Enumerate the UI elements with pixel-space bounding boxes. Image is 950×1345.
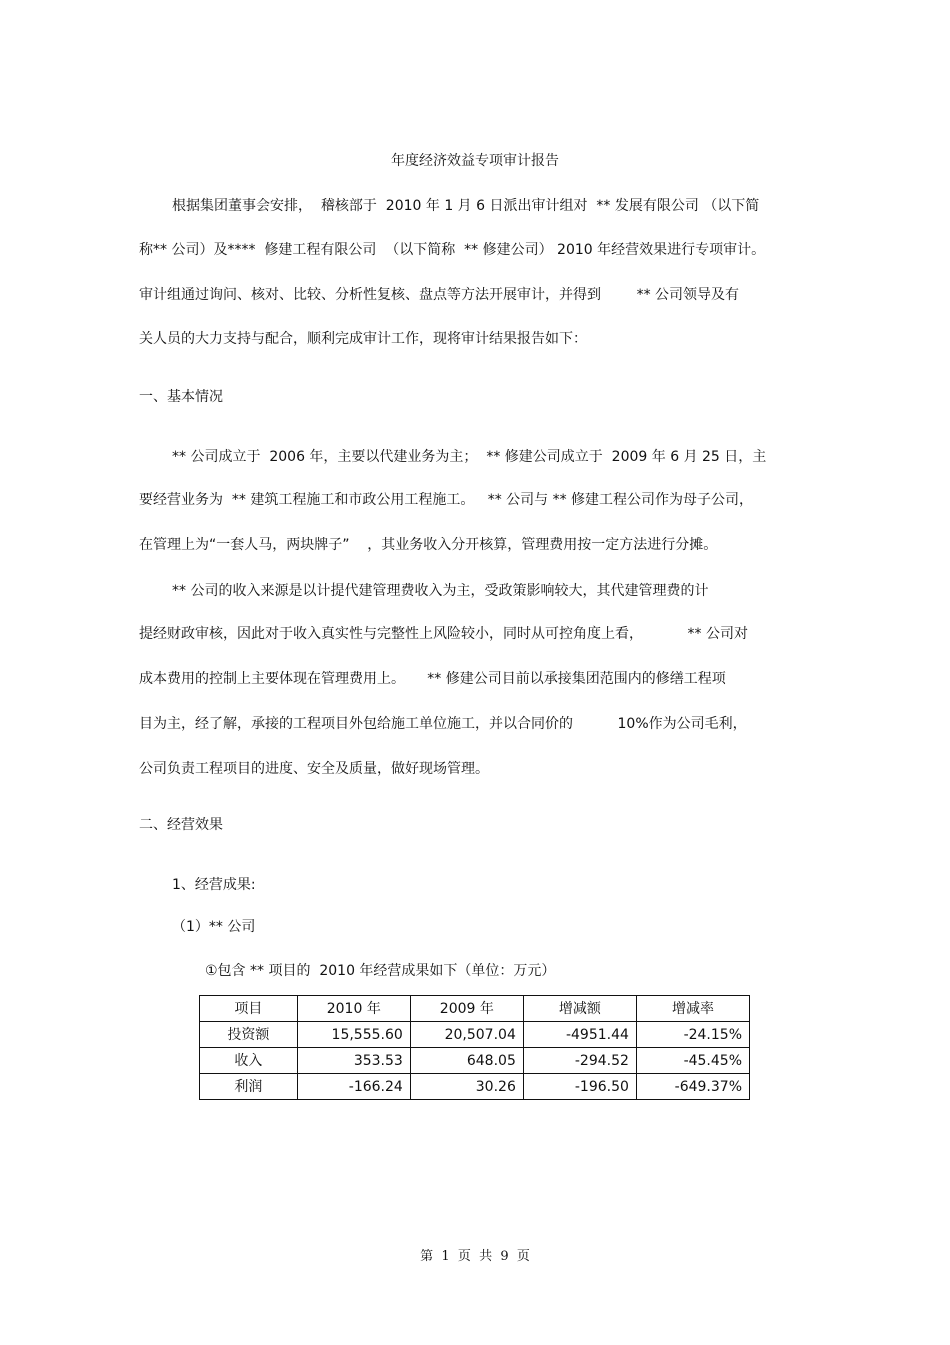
section-heading-basic: 一、基本情况	[139, 389, 223, 405]
table-cell: 353.53	[297, 1048, 410, 1074]
intro-line-1: 根据集团董事会安排， 稽核部于 2010 年 1 月 6 日派出审计组对 ** 发展有限公司 （以下简	[172, 198, 760, 214]
table-cell: -4951.44	[523, 1022, 636, 1048]
basic-para2-line-2: 提经财政审核，因此对于收入真实性与完整性上风险较小，同时从可控角度上看， ** 公司对	[139, 626, 748, 642]
table-cell: -166.24	[297, 1074, 410, 1100]
table-header-cell: 2009 年	[410, 996, 523, 1022]
report-title: 年度经济效益专项审计报告	[391, 153, 559, 169]
table-cell: 648.05	[410, 1048, 523, 1074]
table-header-cell: 2010 年	[297, 996, 410, 1022]
basic-para2-line-3: 成本费用的控制上主要体现在管理费用上。 ** 修建公司目前以承接集团范围内的修缮工程项	[139, 671, 726, 687]
subheading-operating-results: 1、经营成果:	[172, 877, 256, 893]
basic-para2-line-5: 公司负责工程项目的进度、安全及质量，做好现场管理。	[139, 761, 489, 777]
table-cell: 20,507.04	[410, 1022, 523, 1048]
subheading-company: （1）** 公司	[172, 919, 256, 935]
table-cell: 收入	[200, 1048, 298, 1074]
table-cell: -196.50	[523, 1074, 636, 1100]
page-footer: 第 1 页 共 9 页	[420, 1249, 530, 1264]
table-cell: 15,555.60	[297, 1022, 410, 1048]
table-cell: -649.37%	[636, 1074, 749, 1100]
table-cell: -294.52	[523, 1048, 636, 1074]
results-table	[199, 995, 750, 1100]
table-caption: ①包含 ** 项目的 2010 年经营成果如下（单位：万元）	[205, 963, 556, 979]
section-heading-results: 二、经营效果	[139, 817, 223, 833]
basic-para2-line-1: ** 公司的收入来源是以计提代建管理费收入为主，受政策影响较大，其代建管理费的计	[172, 583, 709, 599]
intro-line-3: 审计组通过询问、核对、比较、分析性复核、盘点等方法开展审计，并得到 ** 公司领导及有	[139, 287, 740, 303]
table-header-row	[200, 996, 750, 1022]
basic-para1-line-3: 在管理上为“一套人马，两块牌子” ，其业务收入分开核算，管理费用按一定方法进行分摊。	[139, 537, 718, 553]
table-header-cell: 增减额	[523, 996, 636, 1022]
table-cell: 30.26	[410, 1074, 523, 1100]
table-row	[200, 1048, 750, 1074]
table-cell: -45.45%	[636, 1048, 749, 1074]
basic-para1-line-2: 要经营业务为 ** 建筑工程施工和市政公用工程施工。 ** 公司与 ** 修建工程公司作为母子公司，	[139, 492, 754, 508]
table-header-cell: 增减率	[636, 996, 749, 1022]
table-row	[200, 1074, 750, 1100]
table-cell: 投资额	[200, 1022, 298, 1048]
table-row	[200, 1022, 750, 1048]
basic-para1-line-1: ** 公司成立于 2006 年，主要以代建业务为主； ** 修建公司成立于 2009 年 6 月 25 日，主	[172, 449, 767, 465]
table-cell: 利润	[200, 1074, 298, 1100]
intro-line-4: 关人员的大力支持与配合，顺利完成审计工作，现将审计结果报告如下：	[139, 331, 587, 347]
table-header-cell: 项目	[200, 996, 298, 1022]
intro-line-2: 称** 公司）及**** 修建工程有限公司 （以下简称 ** 修建公司） 2010 年经营效果进行专项审计。	[139, 242, 766, 258]
table-cell: -24.15%	[636, 1022, 749, 1048]
basic-para2-line-4: 目为主，经了解，承接的工程项目外包给施工单位施工，并以合同价的 10%作为公司毛利，	[139, 716, 747, 732]
